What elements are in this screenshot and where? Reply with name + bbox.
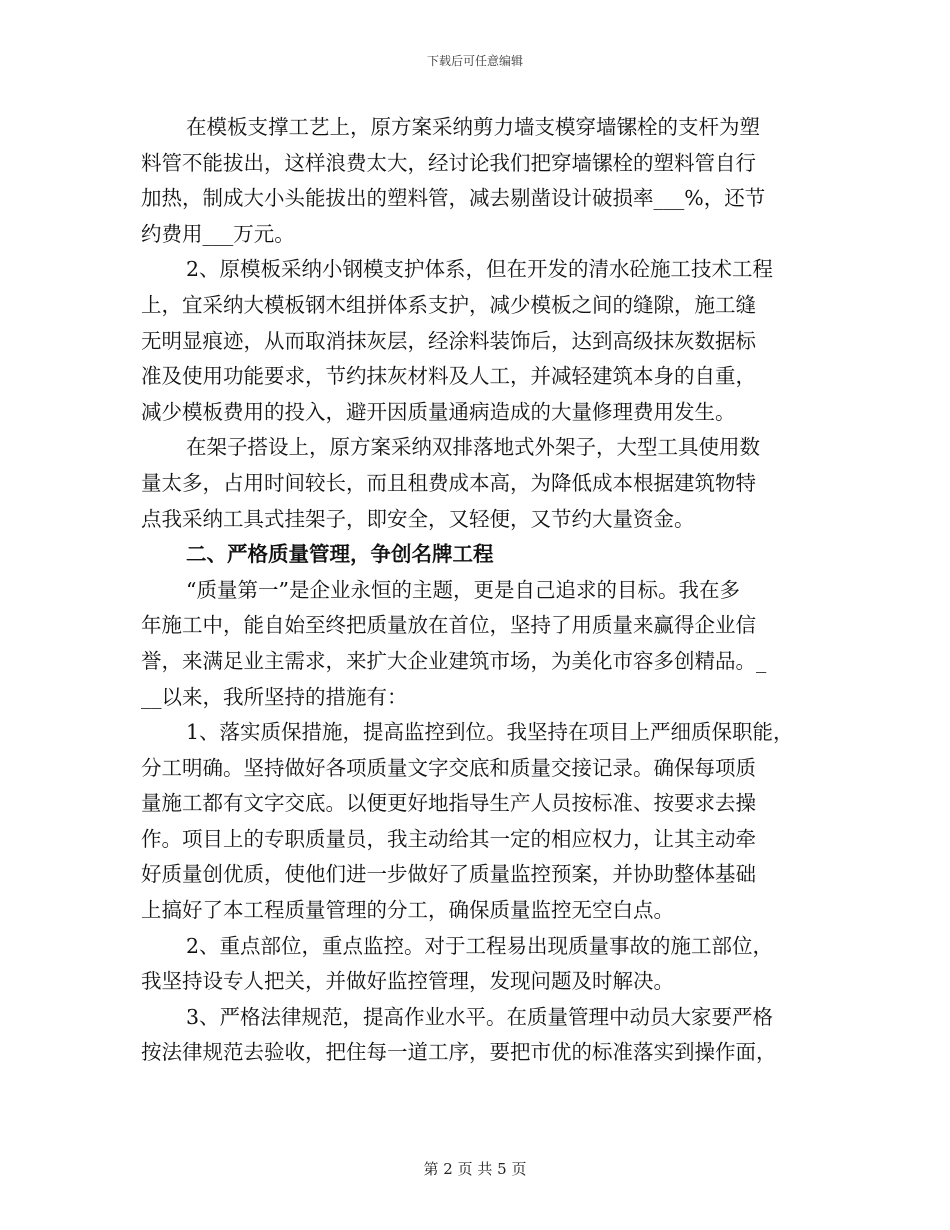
text-line: 点我采纳工具式挂架子，即安全，又轻便，又节约大量资金。 (141, 506, 695, 531)
page-header: 下载后可任意编辑 (426, 54, 523, 68)
text-line: 无明显痕迹，从而取消抹灰层，经涂料装饰后，达到高级抹灰数据标 (141, 328, 756, 353)
text-line: 誉，来满足业主需求，来扩大企业建筑市场，为美化市容多创精品。_ (141, 648, 767, 673)
text-line: 作。项目上的专职质量员，我主动给其一定的相应权力，让其主动牵 (141, 826, 756, 851)
text-line: “质量第一”是企业永恒的主题，更是自己追求的目标。我在多 (186, 577, 740, 602)
text-line: 分工明确。坚持做好各项质量文字交底和质量交接记录。确保每项质 (141, 755, 756, 780)
text-line: 上，宜采纳大模板钢木组拼体系支护，减少模板之间的缝隙，施工缝 (141, 292, 756, 317)
text-line: 料管不能拔出，这样浪费太大，经讨论我们把穿墙镙栓的塑料管自行 (141, 150, 756, 175)
text-line: 我坚持设专人把关，并做好监控管理，发现问题及时解决。 (141, 969, 674, 994)
text-line: 减少模板费用的投入，避开因质量通病造成的大量修理费用发生。 (141, 399, 736, 424)
text-line: 3、严格法律规范，提高作业水平。在质量管理中动员大家要严格 (186, 1004, 774, 1029)
text-line: 在模板支撑工艺上，原方案采纳剪力墙支模穿墙镙栓的支杆为塑 (186, 115, 760, 139)
text-line: 1、落实质保措施，提高监控到位。我坚持在项目上严细质保职能， (186, 720, 794, 745)
section-heading: 二、严格质量管理，争创名牌工程 (186, 542, 494, 567)
text-line: 上搞好了本工程质量管理的分工，确保质量监控无空白点。 (141, 898, 674, 923)
text-line: 在架子搭设上，原方案采纳双排落地式外架子，大型工具使用数 (186, 435, 760, 460)
document-body (141, 110, 821, 1071)
text-line: 年施工中，能自始至终把质量放在首位，坚持了用质量来赢得企业信 (141, 613, 756, 638)
text-line: 量施工都有文字交底。以便更好地指导生产人员按标准、按要求去操 (141, 791, 756, 816)
text-line: __以来，我所坚持的措施有： (141, 684, 408, 709)
page-number-footer: 第 2 页 共 5 页 (423, 1160, 527, 1178)
text-line: 量太多，占用时间较长，而且租费成本高，为降低成本根据建筑物特 (141, 470, 756, 495)
text-line: 加热，制成大小头能拔出的塑料管，减去剔凿设计破损率___%，还节 (141, 186, 766, 211)
text-line: 约费用___万元。 (141, 221, 295, 246)
text-line: 2、重点部位，重点监控。对于工程易出现质量事故的施工部位， (186, 933, 774, 958)
text-line: 2、原模板采纳小钢模支护体系，但在开发的清水砼施工技术工程 (186, 257, 774, 282)
text-line: 按法律规范去验收，把住每一道工序，要把市优的标准落实到操作面， (141, 1040, 777, 1065)
text-line: 准及使用功能要求，节约抹灰材料及人工，并减轻建筑本身的自重， (141, 364, 756, 389)
text-line: 好质量创优质，使他们进一步做好了质量监控预案，并协助整体基础 (141, 862, 756, 887)
